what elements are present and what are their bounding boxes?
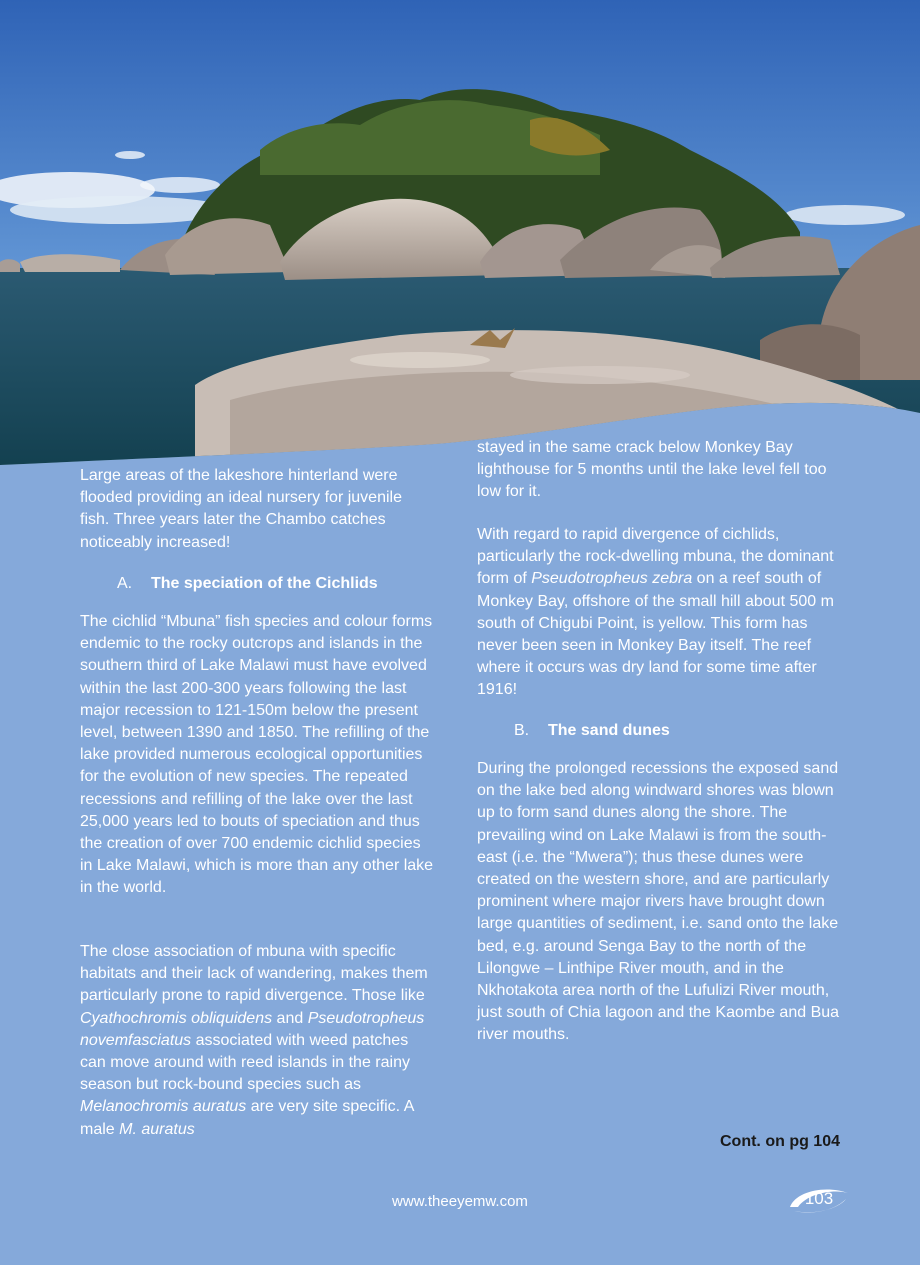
section-letter-b: B.	[514, 722, 530, 739]
section-title-b: The sand dunes	[548, 722, 670, 739]
text-run: The close association of mbuna with specific habitats and their lack of wandering, makes them particularly prone to rapid divergence. Those like	[80, 943, 428, 1005]
page-number: 103	[804, 1189, 834, 1208]
species-name: M. auratus	[119, 1120, 195, 1138]
lake-island-photo	[0, 0, 920, 470]
text-run: associated with weed patches can move around with reed islands in the rainy season but rock-bound species such as	[80, 1031, 410, 1094]
section-heading-a	[117, 573, 447, 595]
text-run: and	[272, 1009, 308, 1027]
species-name: Cyathochromis obliquidens	[80, 1009, 273, 1027]
text-run: With regard to rapid divergence of cichlids, particularly the rock-dwelling mbuna, the dominant form of	[477, 526, 834, 588]
footer-url[interactable]: www.theeyemw.com	[392, 1193, 528, 1210]
left-paragraph-2: The cichlid “Mbuna” fish species and colour forms endemic to the rocky outcrops and islands in the southern third of Lake Malawi must have evolved within the last 200-300 years following the last major recession to 121-150m below the present level, between 1390 and 1850. The refilling of the lake provided numerous ecological opportunities for the evolution of new species. The repeated recessions and refilling of the lake over the last 25,000 years led to bouts of speciation and thus the creation of over 700 endemic cichlid species in Lake Malawi, which is more than any other lake in the world.	[80, 613, 434, 897]
section-title-a: The speciation of the Cichlids	[151, 575, 378, 592]
continuation-note: Cont. on pg 104	[720, 1133, 840, 1150]
section-letter-a: A.	[117, 575, 133, 592]
right-paragraph-2	[477, 524, 842, 702]
right-paragraph-1: stayed in the same crack below Monkey Bay lighthouse for 5 months until the lake level fell too low for it.	[477, 439, 827, 501]
left-paragraph-3	[80, 941, 435, 1141]
species-name: Pseudotropheus zebra	[531, 570, 693, 588]
left-paragraph-1: Large areas of the lakeshore hinterland were flooded providing an ideal nursery for juvenile fish. Three years later the Chambo catches noticeably increased!	[80, 467, 402, 551]
text-run: are very site specific. A male	[80, 1098, 414, 1138]
species-name: Pseudotropheus novemfasciatus	[80, 1009, 425, 1049]
page-number-badge	[786, 1183, 852, 1217]
text-run: on a reef south of Monkey Bay, offshore of the small hill about 500 m south of Chigubi Point, is yellow. This form has never been seen in Monkey Bay itself. The reef where it occurs was dry land for some time after 1916!	[477, 570, 834, 699]
right-paragraph-3: During the prolonged recessions the exposed sand on the lake bed along windward shores was blown up to form sand dunes along the shore. The prevailing wind on Lake Malawi is from the south-east (i.e. the “Mwera”); thus these dunes were created on the western shore, and are particularly prominent where major rivers have brought down large quantities of sediment, i.e. sand onto the lake bed, e.g. around Senga Bay to the north of the Lilongwe – Linthipe River mouth, and in the Nkhotakota area north of the Lufulizi River mouth, just south of Chia lagoon and the Kaombe and Bua river mouths.	[477, 760, 840, 1044]
section-heading-b	[514, 720, 834, 742]
species-name: Melanochromis auratus	[80, 1098, 247, 1116]
